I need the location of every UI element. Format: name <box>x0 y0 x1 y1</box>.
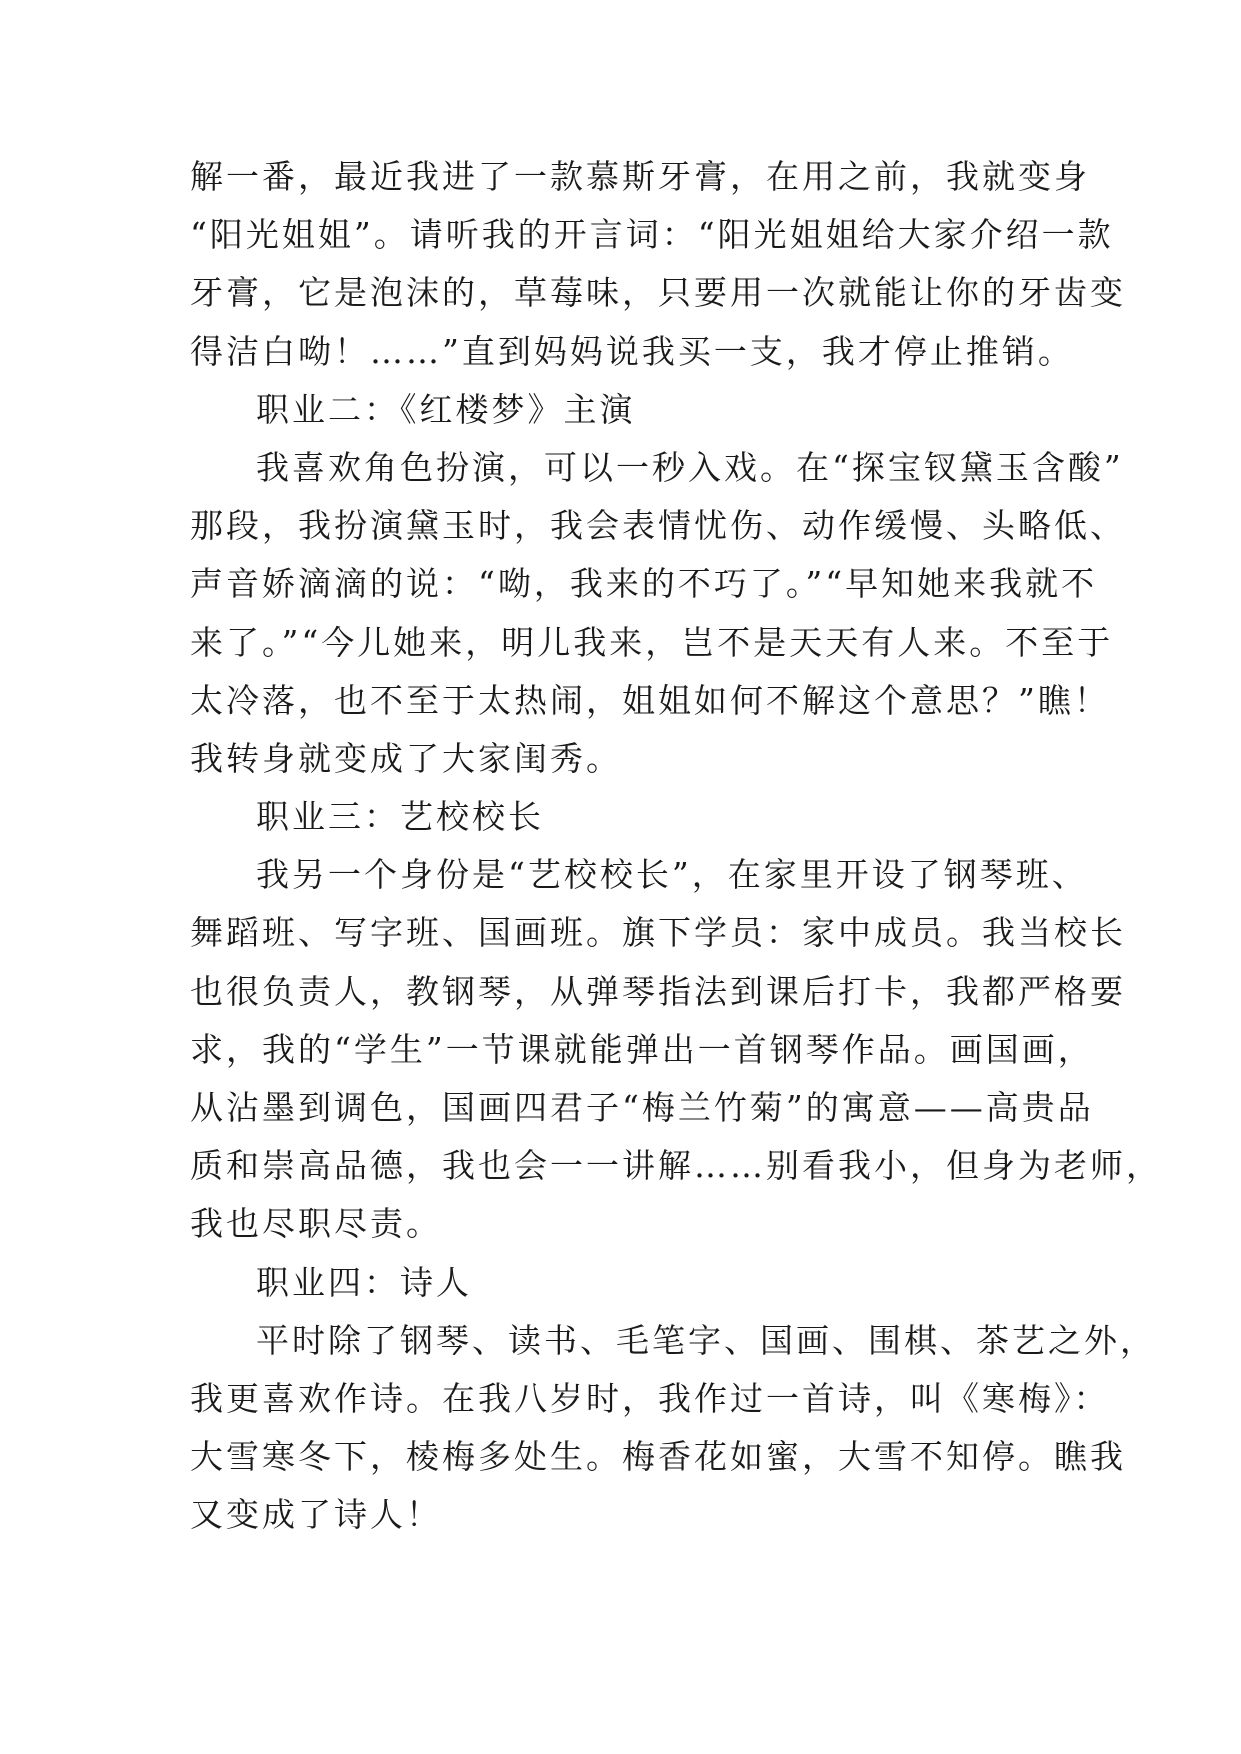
text-line: 解一番，最近我进了一款慕斯牙膏，在用之前，我就变身 <box>190 157 1090 196</box>
text-line: 我另一个身份是“艺校校长”，在家里开设了钢琴班、 <box>256 855 1088 895</box>
text-line: 求，我的“学生”一节课就能弹出一首钢琴作品。画国画， <box>190 1029 1094 1069</box>
text-line: 来了。”“今儿她来，明儿我来，岂不是天天有人来。不至于 <box>190 622 1114 662</box>
section-heading: 职业二：《红楼梦》主演 <box>256 389 636 429</box>
section-heading: 职业四：诗人 <box>256 1262 472 1302</box>
text-line: 又变成了诗人！ <box>190 1495 442 1535</box>
text-line: 我更喜欢作诗。在我八岁时，我作过一首诗，叫《寒梅》： <box>190 1378 1110 1418</box>
document-body <box>190 148 1162 1545</box>
section-heading: 职业三：艺校校长 <box>256 797 544 837</box>
text-line: 我转身就变成了大家闺秀。 <box>190 738 622 778</box>
text-line: 也很负责人，教钢琴，从弹琴指法到课后打卡，我都严格要 <box>190 971 1126 1011</box>
text-line: “阳光姐姐”。请听我的开言词：“阳光姐姐给大家介绍一款 <box>190 215 1114 255</box>
text-line: 从沾墨到调色，国画四君子“梅兰竹菊”的寓意——高贵品 <box>190 1088 1094 1127</box>
text-line: 我喜欢角色扮演，可以一秒入戏。在“探宝钗黛玉含酸” <box>256 447 1124 487</box>
text-line: 平时除了钢琴、读书、毛笔字、国画、围棋、茶艺之外， <box>256 1320 1156 1360</box>
text-line: 质和崇高品德，我也会一一讲解……别看我小，但身为老师， <box>190 1146 1162 1186</box>
text-line: 大雪寒冬下，棱梅多处生。梅香花如蜜，大雪不知停。瞧我 <box>190 1437 1126 1477</box>
text-line: 得洁白呦！……”直到妈妈说我买一支，我才停止推销。 <box>190 331 1074 371</box>
text-line: 我也尽职尽责。 <box>190 1204 442 1244</box>
text-line: 声音娇滴滴的说：“呦，我来的不巧了。”“早知她来我就不 <box>190 564 1098 604</box>
text-line: 那段，我扮演黛玉时，我会表情忧伤、动作缓慢、头略低、 <box>190 506 1126 546</box>
text-line: 太冷落，也不至于太热闹，姐姐如何不解这个意思？”瞧！ <box>190 680 1110 720</box>
text-line: 舞蹈班、写字班、国画班。旗下学员：家中成员。我当校长 <box>190 913 1126 953</box>
text-line: 牙膏，它是泡沫的，草莓味，只要用一次就能让你的牙齿变 <box>190 273 1126 313</box>
